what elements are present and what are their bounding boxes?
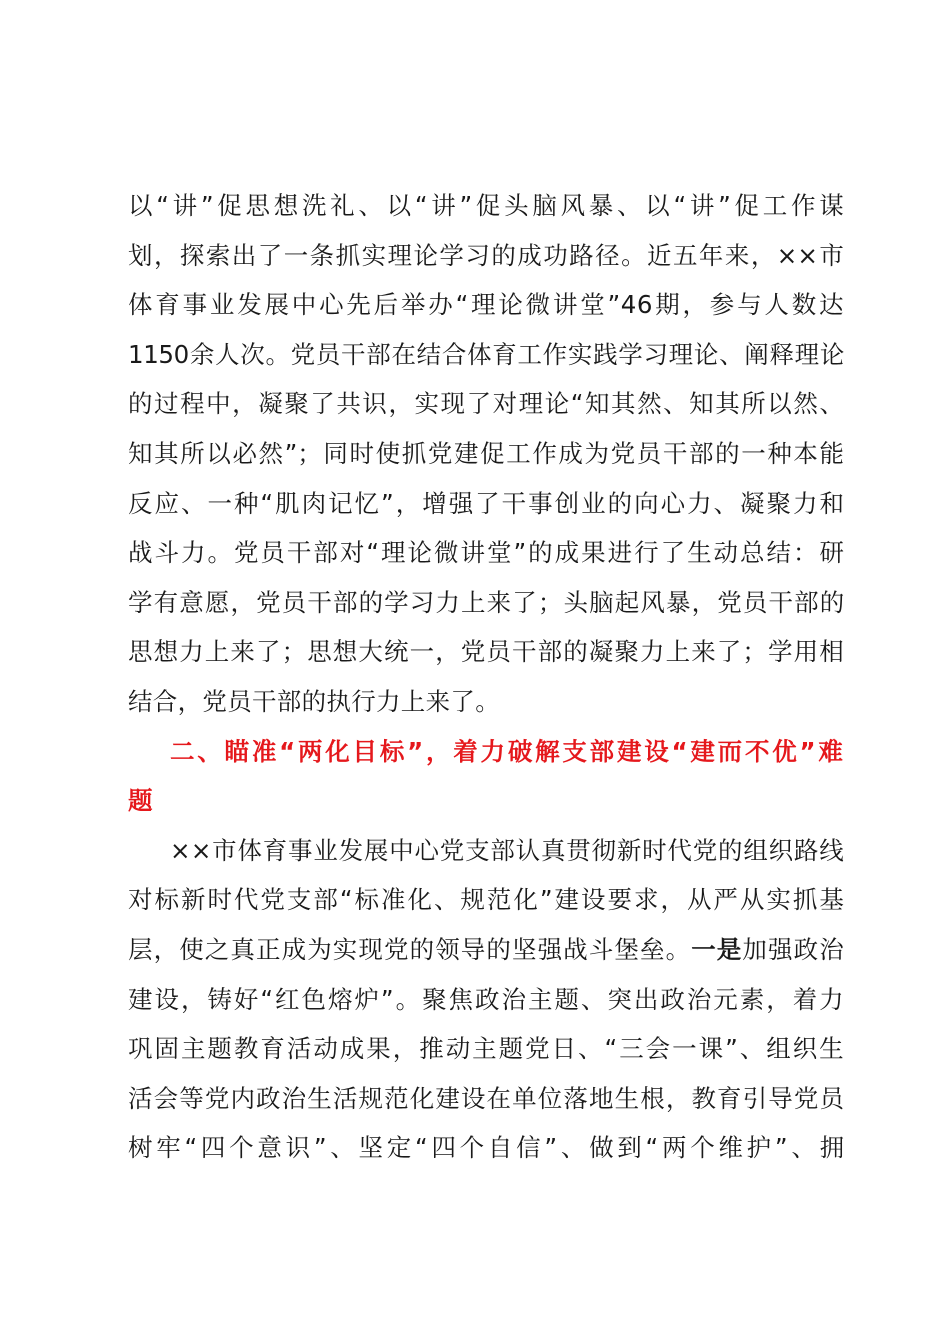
paragraph-line: 体育事业发展中心先后举办“理论微讲堂”46期，参与人数达 [128, 290, 844, 320]
paragraph-line: 战斗力。党员干部对“理论微讲堂”的成果进行了生动总结：研 [128, 538, 844, 568]
document-body [128, 181, 844, 1173]
paragraph-line: 建设，铸好“红色熔炉”。聚焦政治主题、突出政治元素，着力 [128, 984, 844, 1014]
paragraph-line: 反应、一种“肌肉记忆”，增强了干事创业的向心力、凝聚力和 [128, 488, 844, 518]
paragraph-line: 的过程中，凝聚了共识，实现了对理论“知其然、知其所以然、 [128, 389, 844, 419]
paragraph-line: 思想力上来了；思想大统一，党员干部的凝聚力上来了；学用相 [128, 637, 844, 667]
paragraph-line: 知其所以必然”；同时使抓党建促工作成为党员干部的一种本能 [128, 438, 844, 468]
paragraph-line: ××市体育事业发展中心党支部认真贯彻新时代党的组织路线 [170, 835, 844, 865]
paragraph-line: 树牢“四个意识”、坚定“四个自信”、做到“两个维护”、拥 [128, 1133, 844, 1163]
paragraph-line: 学有意愿，党员干部的学习力上来了；头脑起风暴，党员干部的 [128, 587, 844, 617]
paragraph-line: 对标新时代党支部“标准化、规范化”建设要求，从严从实抓基 [128, 885, 844, 915]
paragraph-line: 活会等党内政治生活规范化建设在单位落地生根，教育引导党员 [128, 1083, 844, 1113]
paragraph-text: 加强政治 [742, 934, 844, 964]
section-heading-continuation: 题 [128, 786, 153, 816]
paragraph-line: 以“讲”促思想洗礼、以“讲”促头脑风暴、以“讲”促工作谋 [128, 191, 844, 220]
paragraph-line: 结合，党员干部的执行力上来了。 [128, 686, 500, 716]
paragraph-line [128, 925, 844, 975]
paragraph-line: 划，探索出了一条抓实理论学习的成功路径。近五年来，××市 [128, 240, 844, 270]
paragraph-line: 1150余人次。党员干部在结合体育工作实践学习理论、阐释理论 [128, 339, 844, 369]
paragraph-text: 层，使之真正成为实现党的领导的坚强战斗堡垒。 [128, 934, 692, 964]
emphasis-text: 一是 [691, 934, 743, 964]
paragraph-line: 巩固主题教育活动成果，推动主题党日、“三会一课”、组织生 [128, 1034, 844, 1064]
section-heading: 二、瞄准“两化目标”，着力破解支部建设“建而不优”难 [170, 736, 844, 766]
